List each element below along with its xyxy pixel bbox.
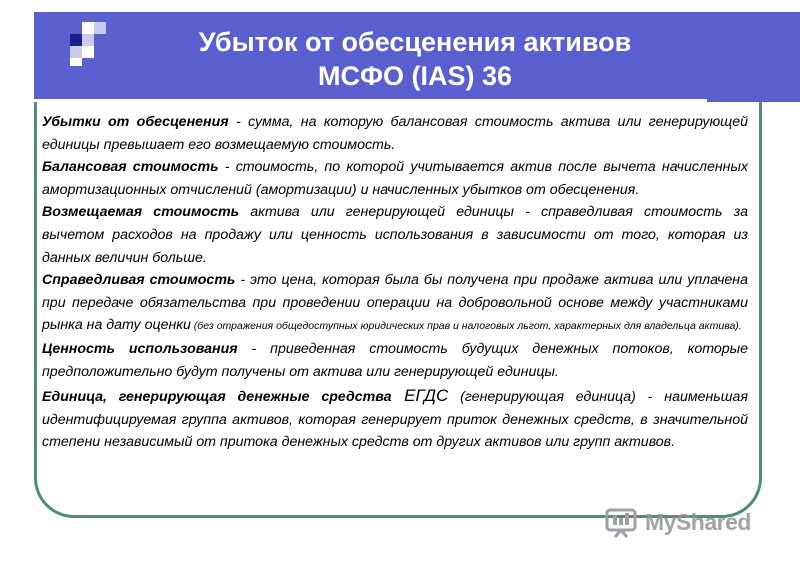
definition-term: Убытки от обесценения [42,114,229,130]
title-line-2: МСФО (IAS) 36 [317,61,513,91]
definition-body: - сумма, на которую балансовая стоимость актива или генерирующей единицы превышает его возмещаемую стоимость. [42,114,748,153]
title-line-1: Убыток от обесценения активов [198,27,632,57]
definition-fair-value [42,269,748,338]
definition-body: актива или генерирующей единицы - справедливая стоимость за вычетом расходов на продажу или ценность использования в зависимости от того, которая из данных величин больше. [42,204,748,266]
definition-value-in-use [42,338,748,383]
definition-term: Ценность использования [42,340,238,357]
definition-cash-generating-unit [42,385,748,454]
presentation-board-icon [605,508,641,538]
definitions-text [42,111,748,454]
page-title [100,25,730,93]
definition-body: (генерирующая единица) - наименьшая идентифицируемая группа активов, которая генерирует приток денежных средств, в значительной степени независимый от притока денежных средств от других активов или групп активов. [42,389,749,451]
definition-body: - это цена, которая была бы получена при продаже актива или уплачена при передаче обязательства при проведении операции на добровольной основе между участниками рынка на дату оценки [42,272,748,334]
definition-recoverable-amount [42,201,748,269]
definition-term: Возмещаемая стоимость [42,204,240,221]
definition-abbreviation: ЕГДС [391,386,449,406]
definition-term: Балансовая стоимость [42,159,219,176]
definition-body: - стоимость, по которой учитывается актив после вычета начисленных амортизационных отчислений (амортизации) и начисленных убытков от обесценения. [42,159,748,198]
definition-term: Справедливая стоимость [42,272,236,289]
watermark [605,504,765,544]
definition-note: (без отражения общедоступных юридических прав и налоговых льгот, характерных для владельца актива). [190,320,742,333]
definition-body: - приведенная стоимость будущих денежных потоков, которые предположительно будут получены от актива или генерирующей единицы. [42,340,748,380]
definition-carrying-amount [42,156,748,201]
definition-term: Единица, генерирующая денежные средства [42,389,392,406]
definition-impairment-loss [42,111,748,156]
watermark-text: MyShared [645,509,751,535]
